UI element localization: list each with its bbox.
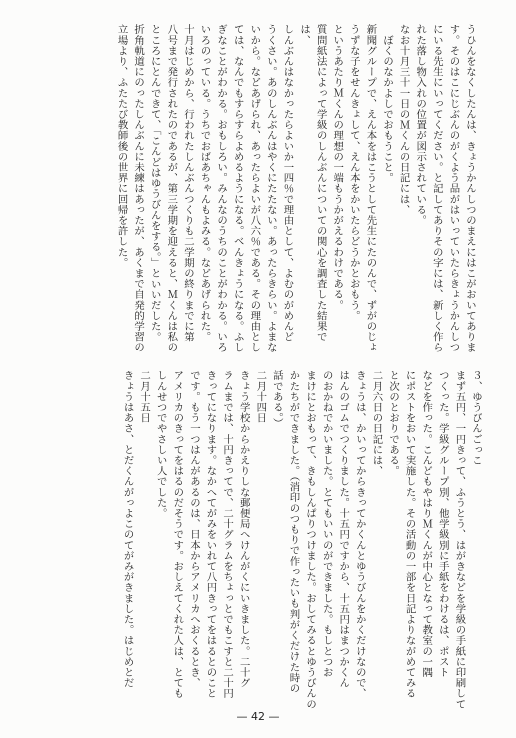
text-line: と次のとおりである。 [387,370,400,476]
text-line: 十月はじめから、行われたしんぶんつくりも二学期の終りまでに第 [181,24,194,342]
text-line: なお十月三十一日のＭくんの日記には、 [397,24,410,215]
text-line: 話である。） [270,370,283,429]
text-line: まけにとおもって、きもしんぱりつけました。おしてみるとゆうびんの [304,370,317,710]
text-line: まず五円、一円きって、ふうとう、はがきなどを学級の手紙に印刷して [453,370,466,710]
text-line: きょうはあさ、とだくんがっよこのてがみがきました。はじめとだ [121,370,134,688]
text-line: ぎなことがわかる。おもしろい。みんなのうちのことがわかる。いろ [215,24,228,353]
text-line: きょう学校からかえりしな郵便局へけんがくにいきました。二十グ [237,370,250,688]
upper-text-block [113,24,478,353]
text-line: はんのゴムでつくりました。十五円ですから、十五円はまつかくん [337,370,350,688]
text-line: というあたりＭくんの理想の一端もうかがえるわけである。 [331,24,344,311]
text-line: しんせつでやさしい人でした。 [154,370,167,519]
text-line: は、 [298,24,311,46]
text-line: ラムまでは、十円きってで、二十グラムをちょっとでもこすと二十円 [221,370,234,699]
text-line: アメリカのきってをはるのだそうです。おしえてくれた人は、とても [171,370,184,699]
text-line: のおかねでかいました。とてもいいのができました。もしとつお [320,370,333,678]
text-line: 二月十五日 [138,370,151,423]
text-line: 八号まで発行されたのであるが、第三学期を迎えると、Ｍくんは私の [165,24,178,353]
text-line: ぼくのなかよしでおもうこと。 [381,24,394,183]
text-line: つくった。学級グループ別、他学級別に手紙をわけるは、ポスト [436,370,449,678]
text-line: 二月十四日 [254,370,267,423]
lower-text-block [119,370,484,710]
text-line: などを作った。こんどもやはりＭくんが中心となって教室の一隅 [420,370,433,678]
page-number: — 42 — [236,710,280,723]
text-line: しんぶんはなかったらよいか一四％で理由として、よむのがめんど [281,24,294,342]
text-line: 立場より、ふたたび教師後の世界に回帰を許した。 [115,24,128,268]
text-line: れた落し物入れの位置が図示されている。 [414,24,427,226]
text-line: ３、ゆうびんごっこ [470,370,482,466]
text-line: うずな子をせんきょして、えん本をかいたらどうかとおもう。 [347,24,360,321]
text-line: いから。などあげられ、あったらよいが八六％である。その理由とし [248,24,261,353]
text-line: きってになります。なかへてがみをいれて八円きってをはるとのこと [204,370,217,699]
text-line: いろのっている。うちでおばあちゃんもよみる。などあげられた。 [198,24,211,342]
text-line: す。そのはこにじぶんのがくよう品がはいっていたらきょうかんしつ [447,24,460,353]
text-line: 新聞グループで、えん本をはこうとして先生にたのんで、ずがのじょ [364,24,377,353]
text-line: かたちができました。（消印のつもりで作ったいも判がくだけた時の [287,370,300,694]
text-line: にいる先生にいってください。と記してありその字には、新しく作ら [430,24,443,353]
text-line: 質問紙法によって学級のしんぶんについての関心を調査した結果で [314,24,327,342]
text-line: ては、なんでもすらすらよめるようになる。べんきょうになる。ふし [231,24,244,353]
text-line: です。もう一つはんがあるのは、日本からアメリカへおくるとき、 [187,370,200,688]
text-line: きょうは、かいってからきってかくんとゆうびんをかくだけなので、 [353,370,366,699]
text-line: 二月六日の日記には、 [370,370,383,476]
text-line: 折角軌道にのったしんぶんに未練はあったが、あくまで自発的学習の [132,24,145,353]
text-line: にポストをおいて実施した。その活動の一部を日記よりながめてみる [403,370,416,699]
text-line: ところにとんできて、「こんどはゆうびんをする。」といいだした。 [148,24,161,343]
text-line: うひんをなくしたんは、きょうかんしつのまえにはこがおいてありま [464,24,476,353]
text-line: うくさい。あのしんぶんはやくにたたない。あったらきらい。よまな [264,24,277,353]
